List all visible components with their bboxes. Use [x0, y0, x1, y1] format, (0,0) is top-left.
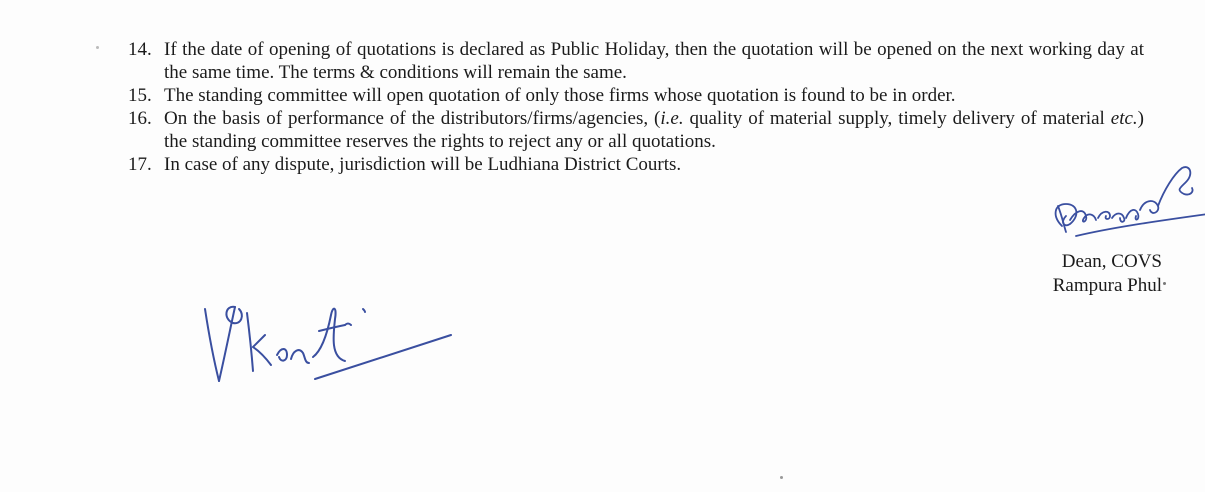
term-text: The standing committee will open quotation of only those firms whose quotation is found to be in order. — [164, 85, 956, 106]
term-number: 17. — [128, 154, 152, 175]
term-number: 14. — [128, 39, 152, 60]
term-text-part: quality of material supply, timely delivery of material — [683, 108, 1111, 129]
term-item-14 — [128, 38, 1144, 84]
term-item-16 — [128, 107, 1144, 153]
scan-speck — [1163, 282, 1166, 285]
term-text-part: On the basis of performance of the distributors/firms/agencies, ( — [164, 108, 661, 129]
term-item-17 — [128, 153, 1144, 176]
term-text — [164, 107, 1144, 153]
term-number: 15. — [128, 85, 152, 106]
term-text: If the date of opening of quotations is declared as Public Holiday, then the quotation will be opened on the next working day at the same time. The terms & conditions will remain the same. — [164, 39, 1144, 83]
scan-speck — [96, 46, 99, 49]
witness-signature — [195, 285, 465, 395]
signatory-location: Rampura Phul — [1052, 275, 1162, 296]
signatory-block — [1012, 250, 1162, 298]
scan-speck — [780, 476, 783, 479]
term-item-15 — [128, 84, 1144, 107]
term-text: In case of any dispute, jurisdiction will be Ludhiana District Courts. — [164, 154, 682, 175]
signatory-title: Dean, COVS — [1061, 251, 1162, 272]
term-number: 16. — [128, 108, 152, 129]
term-text-part: ) the standing committee reserves the rights to reject any or all quotations. — [164, 108, 1144, 152]
terms-list — [128, 38, 1144, 176]
term-text-italic: i.e. — [660, 108, 684, 129]
term-text-italic: etc. — [1110, 108, 1138, 129]
